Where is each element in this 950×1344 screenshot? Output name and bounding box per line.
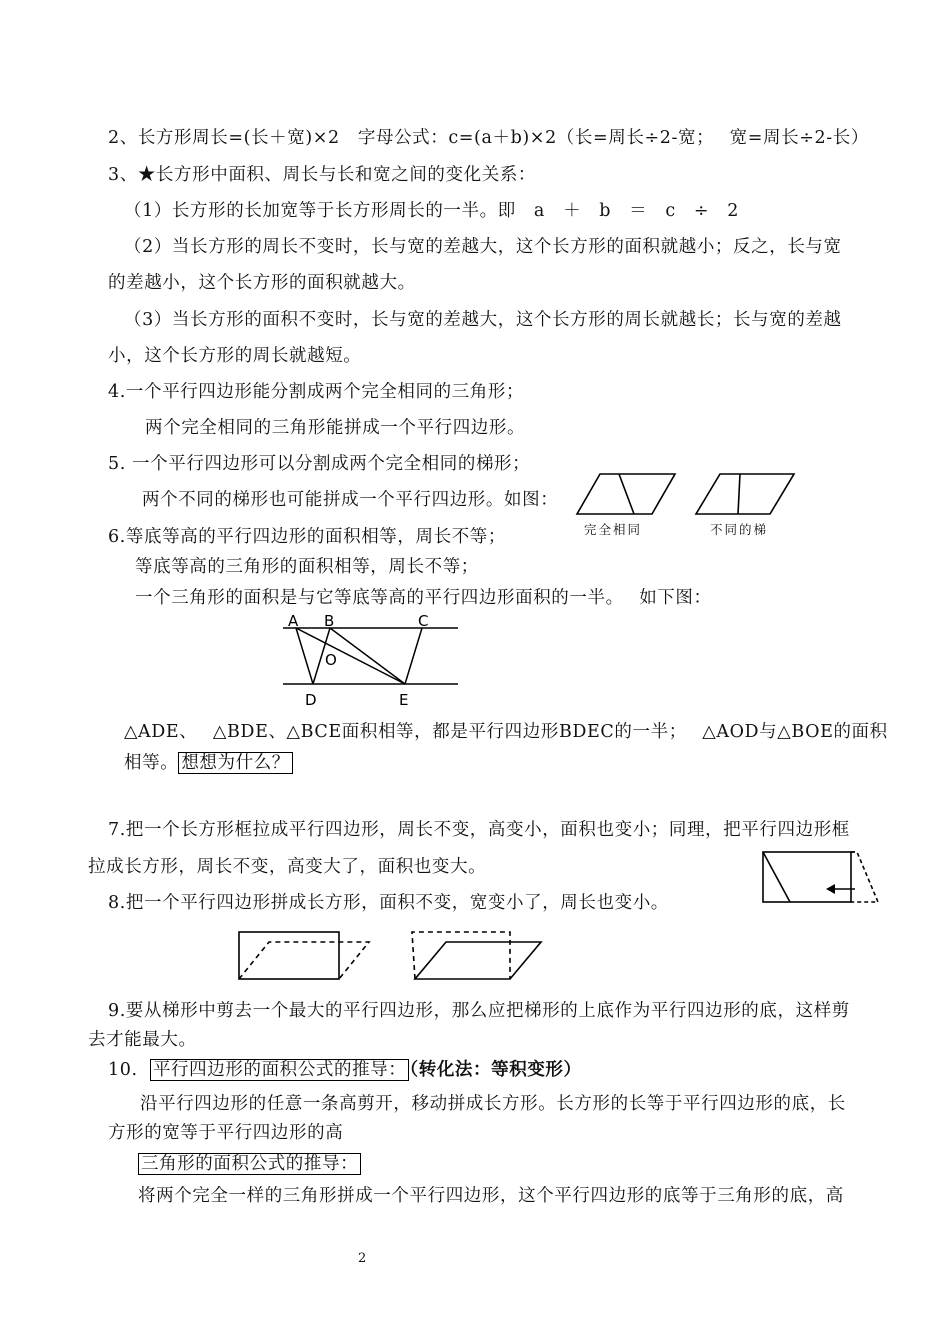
line-3-2a: （2）当长方形的周长不变时，长与宽的差越大，这个长方形的面积就越小；反之，长与宽 bbox=[124, 237, 842, 257]
line-6c: 一个三角形的面积是与它等底等高的平行四边形面积的一半。 如下图： bbox=[135, 588, 712, 608]
line-4a: 4.一个平行四边形能分割成两个完全相同的三角形； bbox=[108, 382, 525, 402]
point-label-c: C bbox=[418, 612, 429, 630]
point-label-d: D bbox=[305, 691, 317, 709]
conversion-method: （转化法：等积变形） bbox=[409, 1060, 582, 1080]
line-10e: 将两个完全一样的三角形拼成一个平行四边形，这个平行四边形的底等于三角形的底，高 bbox=[138, 1186, 844, 1206]
line-3-3b: 小，这个长方形的周长就越短。 bbox=[108, 346, 362, 366]
line-6e-prefix: 相等。 bbox=[124, 753, 179, 773]
caption-same: 完全相同 bbox=[584, 522, 643, 537]
line-10c: 方形的宽等于平行四边形的高 bbox=[108, 1123, 344, 1143]
line-9b: 去才能最大。 bbox=[88, 1030, 197, 1050]
line-7a: 7.把一个长方形框拉成平行四边形，周长不变，高变小，面积也变小；同理，把平行四边形框 bbox=[108, 820, 850, 840]
line-4b: 两个完全相同的三角形能拼成一个平行四边形。 bbox=[145, 418, 526, 438]
line-10-heading bbox=[108, 1060, 582, 1080]
point-label-b: B bbox=[324, 612, 335, 630]
line-9a: 9.要从梯形中剪去一个最大的平行四边形，那么应把梯形的上底作为平行四边形的底，这样剪 bbox=[108, 1001, 850, 1021]
line-6a: 6.等底等高的平行四边形的面积相等，周长不等； bbox=[108, 527, 506, 547]
point-label-o: O bbox=[325, 651, 337, 669]
line-8: 8.把一个平行四边形拼成长方形，面积不变，宽变小了，周长也变小。 bbox=[108, 893, 669, 913]
line-5b: 两个不同的梯形也可能拼成一个平行四边形。如图： bbox=[142, 490, 559, 510]
line-3-heading: 3、★长方形中面积、周长与长和宽之间的变化关系： bbox=[108, 165, 537, 185]
parallelogram-formula-box: 平行四边形的面积公式的推导： bbox=[150, 1059, 409, 1081]
line-5a: 5. 一个平行四边形可以分割成两个完全相同的梯形； bbox=[108, 454, 531, 474]
line-2-rectangle-perimeter: 2、长方形周长=(长＋宽)×2 字母公式：c=(a＋b)×2（长=周长÷2-宽； 宽=周长÷2-长） bbox=[108, 128, 869, 148]
item-10-number: 10. bbox=[108, 1060, 138, 1080]
line-3-1: （1）长方形的长加宽等于长方形周长的一半。即 a ＋ b ＝ c ÷ 2 bbox=[124, 201, 739, 221]
line-10d bbox=[138, 1154, 361, 1174]
line-6b: 等底等高的三角形的面积相等，周长不等； bbox=[135, 557, 479, 577]
line-10b: 沿平行四边形的任意一条高剪开，移动拼成长方形。长方形的长等于平行四边形的底，长 bbox=[140, 1094, 846, 1114]
line-6d: △ADE、 △BDE、△BCE面积相等，都是平行四边形BDEC的一半； △AOD与△BOE的面积 bbox=[124, 722, 888, 742]
line-7b: 拉成长方形，周长不变，高变大了，面积也变大。 bbox=[88, 857, 487, 877]
point-label-a: A bbox=[288, 612, 299, 630]
caption-different: 不同的梯 bbox=[710, 522, 769, 537]
point-label-e: E bbox=[399, 691, 409, 709]
triangle-formula-box: 三角形的面积公式的推导： bbox=[138, 1153, 361, 1175]
line-3-2b: 的差越小，这个长方形的面积就越大。 bbox=[108, 273, 416, 293]
page-number: 2 bbox=[358, 1251, 367, 1266]
line-3-3a: （3）当长方形的面积不变时，长与宽的差越大，这个长方形的周长就越长；长与宽的差越 bbox=[124, 310, 842, 330]
think-why-box: 想想为什么？ bbox=[178, 752, 293, 774]
